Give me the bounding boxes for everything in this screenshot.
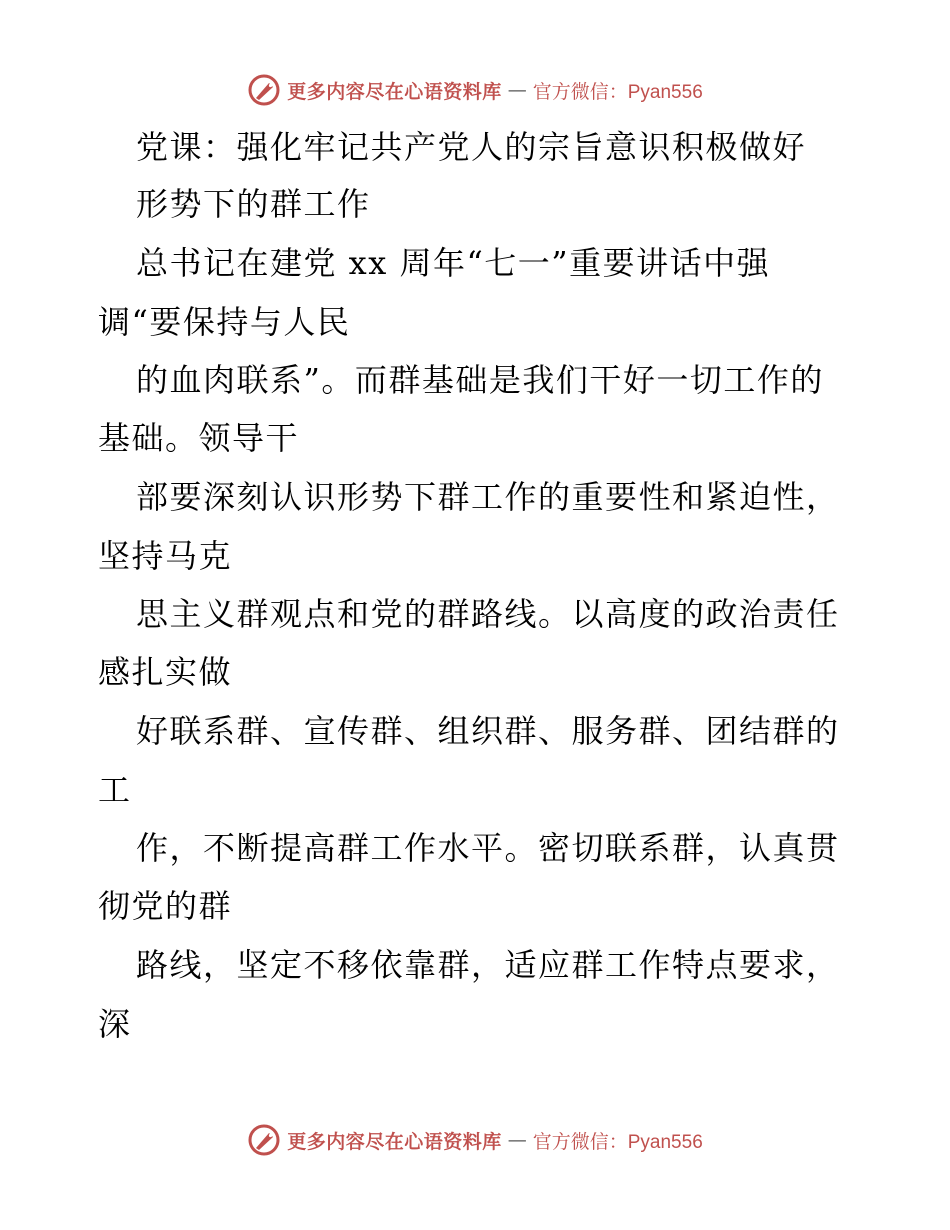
footer-brand-text: 更多内容尽在心语资料库 <box>287 1130 502 1153</box>
pen-nib-logo-icon <box>247 1123 281 1157</box>
paragraph-line: 形势下的群工作 <box>136 185 371 223</box>
header-account-text: 官方微信：Pyan556 <box>532 81 703 103</box>
header-separator: — <box>507 79 527 101</box>
paragraph-line: 工 <box>98 771 132 809</box>
paragraph-line: 好联系群、宣传群、组织群、服务群、团结群的 <box>136 712 840 750</box>
footer-account-text: 官方微信：Pyan556 <box>532 1131 703 1153</box>
footer-separator: — <box>507 1129 527 1151</box>
paragraph-line: 感扎实做 <box>98 653 233 691</box>
paragraph-line: 总书记在建党 xx 周年“七一”重要讲话中强 <box>136 244 771 282</box>
paragraph-line: 彻党的群 <box>98 887 233 925</box>
footer-watermark <box>0 1120 950 1160</box>
paragraph-line: 党课：强化牢记共产党人的宗旨意识积极做好 <box>136 128 807 166</box>
paragraph-line: 深 <box>98 1005 132 1043</box>
header-watermark <box>0 70 950 110</box>
paragraph-line: 的血肉联系”。而群基础是我们干好一切工作的 <box>136 361 824 399</box>
paragraph-line: 调“要保持与人民 <box>98 303 351 341</box>
paragraph-line: 部要深刻认识形势下群工作的重要性和紧迫性， <box>136 478 840 516</box>
paragraph-line: 坚持马克 <box>98 537 233 575</box>
paragraph-line: 思主义群观点和党的群路线。以高度的政治责任 <box>136 595 840 633</box>
paragraph-line: 路线，坚定不移依靠群，适应群工作特点要求， <box>136 946 840 984</box>
paragraph-line: 基础。领导干 <box>98 419 300 457</box>
paragraph-line: 作，不断提高群工作水平。密切联系群，认真贯 <box>136 829 840 867</box>
pen-nib-logo-icon <box>247 73 281 107</box>
header-brand-text: 更多内容尽在心语资料库 <box>287 80 502 103</box>
